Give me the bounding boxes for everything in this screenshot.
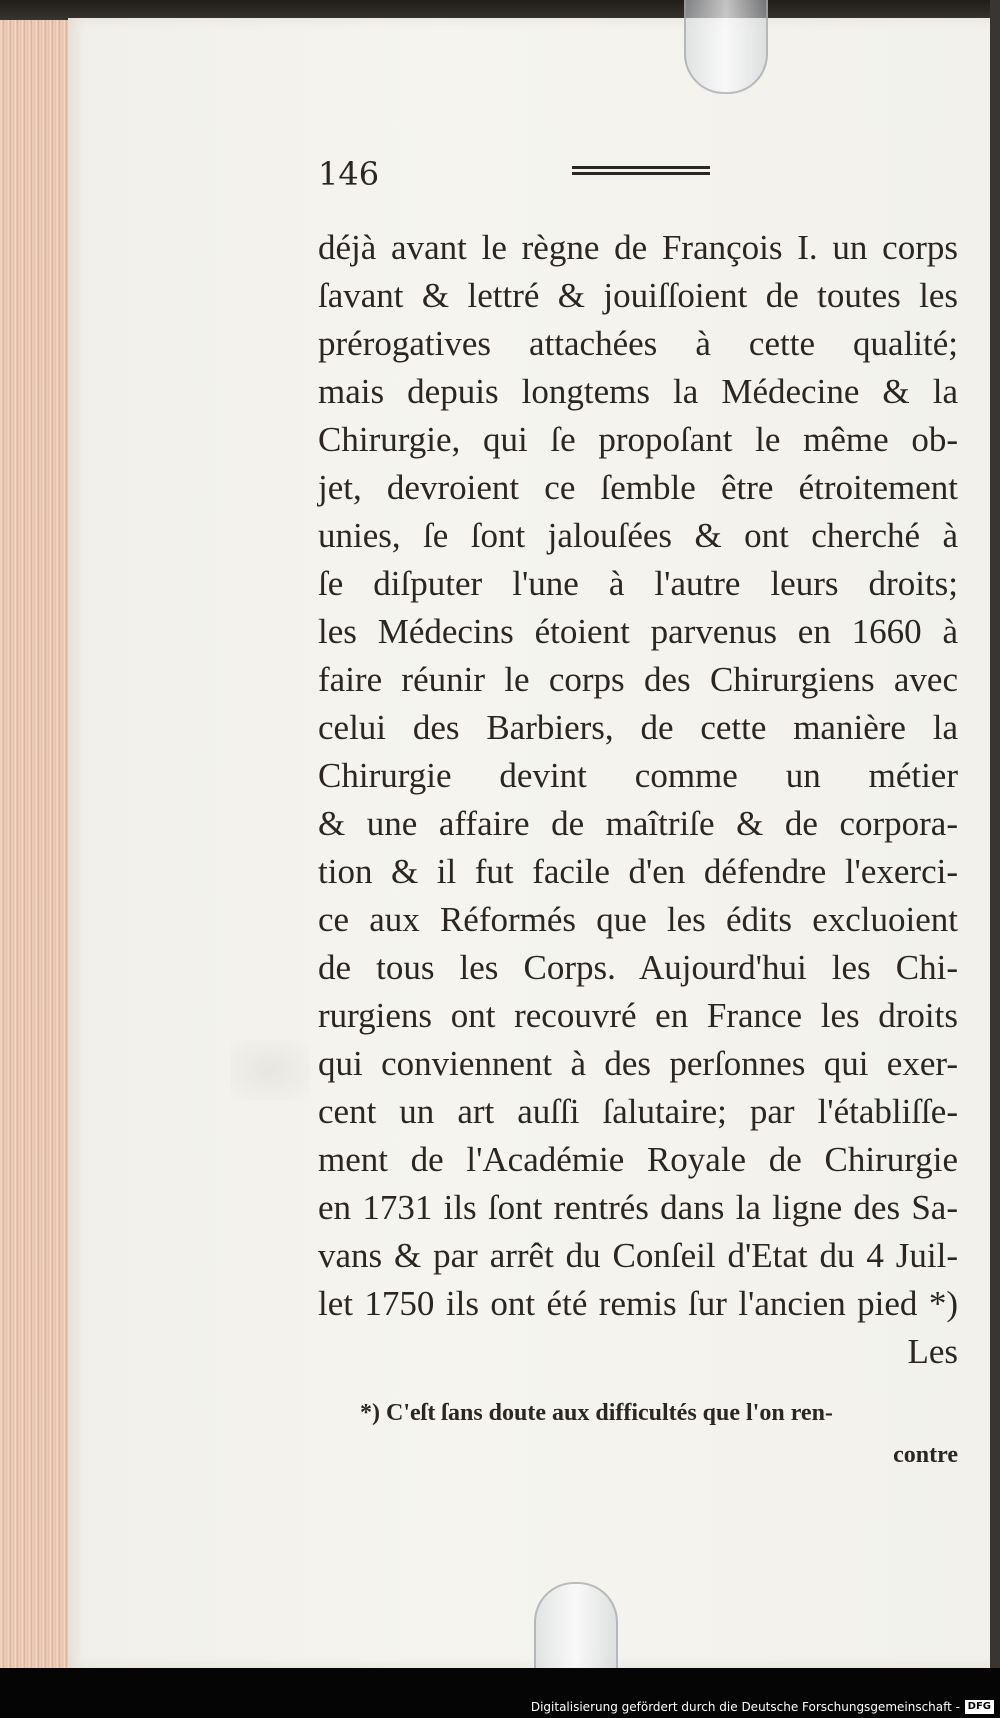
- text-line: ſavant & lettré & jouiſſoient de toutes les: [318, 276, 958, 315]
- ink-showthrough: [230, 1040, 310, 1100]
- text-line: mais depuis longtems la Médecine & la: [318, 372, 958, 411]
- text-line: & une affaire de maîtriſe & de corpora-: [318, 804, 958, 843]
- text-line: faire réunir le corps des Chirurgiens avec: [318, 660, 958, 699]
- text-line: ce aux Réformés que les édits excluoient: [318, 900, 958, 939]
- footnote-catchword: contre: [893, 1442, 958, 1468]
- footnote-line: *) C'eſt ſans doute aux difficultés que l'on ren-: [360, 1400, 833, 1426]
- text-line: rurgiens ont recouvré en France les droits: [318, 996, 958, 1035]
- text-line: let 1750 ils ont été remis ſur l'ancien pied *): [318, 1284, 958, 1323]
- text-line: les Médecins étoient parvenus en 1660 à: [318, 612, 958, 651]
- text-line: ment de l'Académie Royale de Chirurgie: [318, 1140, 958, 1179]
- page-edges: [0, 20, 74, 1670]
- text-line: celui des Barbiers, de cette manière la: [318, 708, 958, 747]
- header-rule-ornament: [572, 164, 710, 176]
- text-line: déjà avant le règne de François I. un corps: [318, 228, 958, 267]
- text-line: qui conviennent à des perſonnes qui exer-: [318, 1044, 958, 1083]
- dfg-logo: DFG: [965, 1700, 994, 1714]
- page-number: 146: [318, 155, 380, 193]
- text-line: tion & il fut facile d'en défendre l'exerci-: [318, 852, 958, 891]
- catchword: Les: [907, 1332, 958, 1371]
- text-line: unies, ſe ſont jalouſées & ont cherché à: [318, 516, 958, 555]
- rule-bar-top: [572, 166, 710, 169]
- text-line: cent un art auſſi ſalutaire; par l'établiſſe-: [318, 1092, 958, 1131]
- text-line: vans & par arrêt du Conſeil d'Etat du 4 Juil-: [318, 1236, 958, 1275]
- footer-bar: [0, 1668, 1000, 1718]
- right-binding-edge: [990, 0, 1000, 1718]
- text-line: jet, devroient ce ſemble être étroitement: [318, 468, 958, 507]
- text-line: de tous les Corps. Aujourd'hui les Chi-: [318, 948, 958, 987]
- text-line: en 1731 ils ſont rentrés dans la ligne des Sa-: [318, 1188, 958, 1227]
- text-line: ſe diſputer l'une à l'autre leurs droits;: [318, 564, 958, 603]
- page-clip-top: [684, 0, 768, 94]
- footnote: [318, 1392, 958, 1476]
- body-text: [318, 224, 958, 1376]
- funding-credit: Digitalisierung gefördert durch die Deutsche Forschungsgemeinschaft -: [530, 1700, 960, 1714]
- text-line: Chirurgie devint comme un métier: [318, 756, 958, 795]
- page-clip-bottom: [534, 1582, 618, 1674]
- text-line: prérogatives attachées à cette qualité;: [318, 324, 958, 363]
- rule-bar-bottom: [572, 172, 710, 175]
- text-line: Chirurgie, qui ſe propoſant le même ob-: [318, 420, 958, 459]
